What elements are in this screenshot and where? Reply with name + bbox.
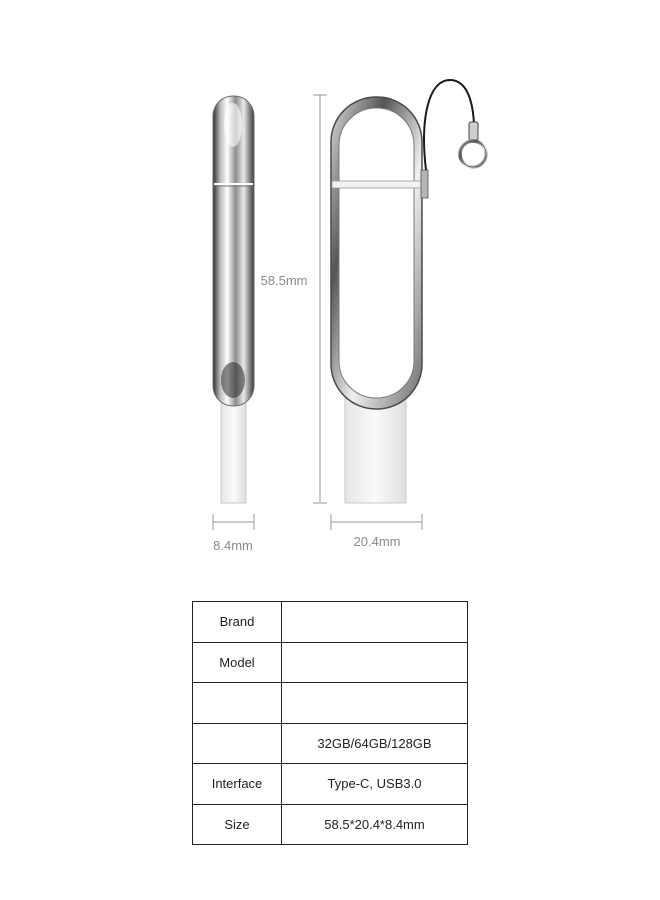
spec-value-capacity: 32GB/64GB/128GB [282,723,468,764]
table-row [193,602,468,643]
dimension-thickness-label: 8.4mm [213,538,253,553]
table-row [193,764,468,805]
table-row [193,804,468,845]
spec-value-brand [282,602,468,643]
spec-label-interface: Interface [193,764,282,805]
table-row [193,723,468,764]
lanyard [424,80,486,170]
table-row [193,642,468,683]
spec-value-interface: Type-C, USB3.0 [282,764,468,805]
spec-value-model [282,642,468,683]
drive-side-view [213,96,254,503]
spec-label-model: Model [193,642,282,683]
dimension-width-label: 20.4mm [353,534,401,549]
dimension-length-label: 58.5mm [260,273,308,288]
dimension-thickness [213,514,254,530]
spec-table [192,601,468,845]
spec-value-empty [282,683,468,724]
spec-label-empty [193,683,282,724]
table-row [193,683,468,724]
spec-label-capacity [193,723,282,764]
dimension-width [331,514,422,530]
drive-front-view [331,97,428,503]
spec-label-brand: Brand [193,602,282,643]
spec-value-size: 58.5*20.4*8.4mm [282,804,468,845]
dimension-length [313,95,327,503]
spec-label-size: Size [193,804,282,845]
